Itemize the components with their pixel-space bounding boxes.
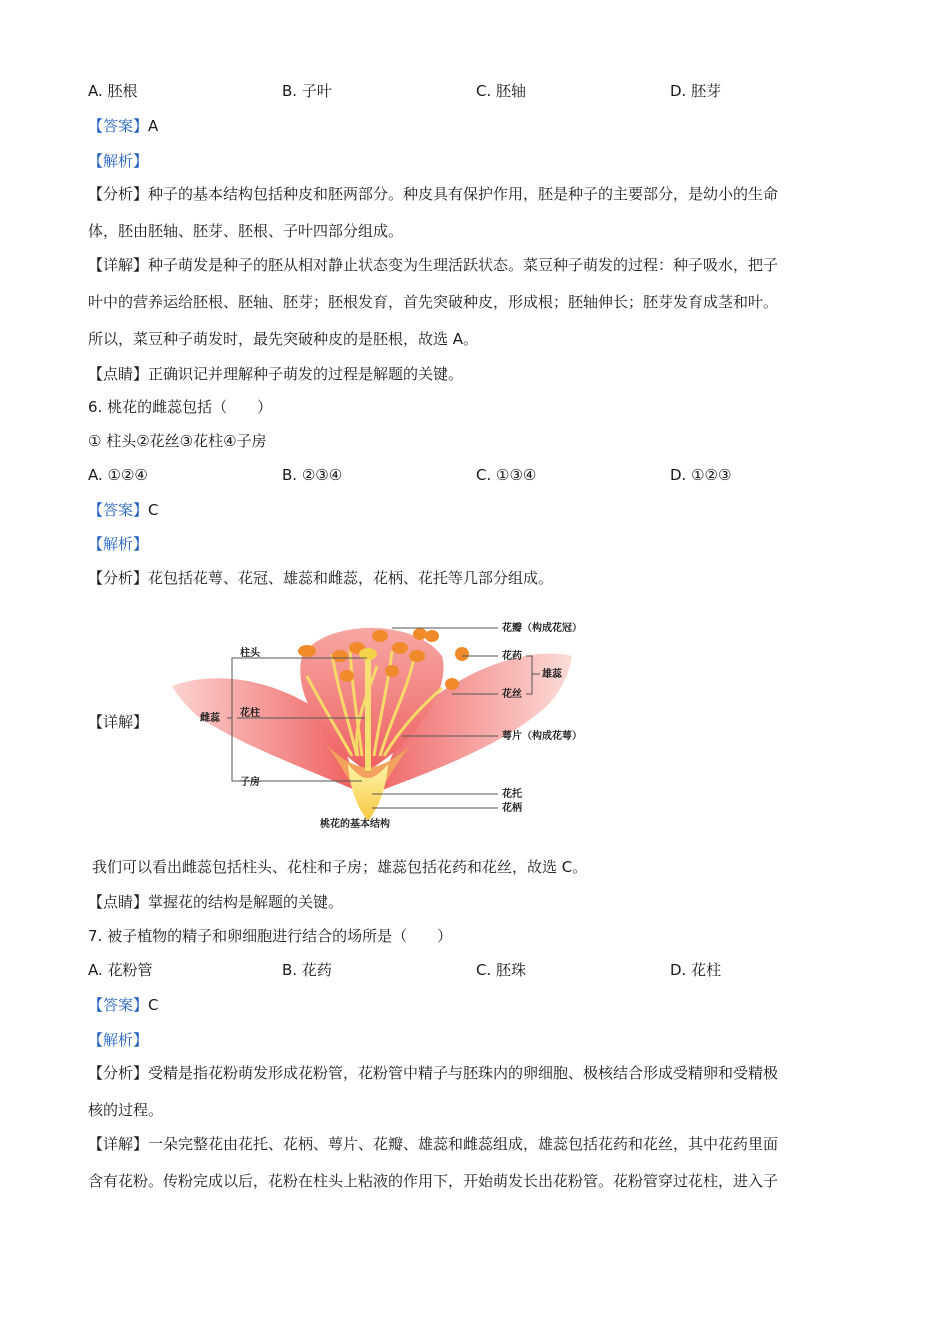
fenxi-tag: 【分析】 xyxy=(88,185,149,203)
q7-fenxi-line2: 核的过程。 xyxy=(88,1101,164,1119)
dianjing-tag: 【点睛】 xyxy=(88,893,149,911)
q6-option-d: D. ①②③ xyxy=(670,466,732,484)
q6-items: ① 柱头②花丝③花柱④子房 xyxy=(88,432,267,450)
label-style: 花柱 xyxy=(240,708,260,719)
label-filament: 花丝 xyxy=(502,689,522,700)
answer-tag: 【答案】 xyxy=(88,501,149,519)
q7-option-b: B. 花药 xyxy=(282,961,332,979)
peach-flower-diagram xyxy=(152,596,600,832)
xiangjie-text: 种子萌发是种子的胚从相对静止状态变为生理活跃状态。菜豆种子萌发的过程：种子吸水，把子 xyxy=(148,256,779,274)
q7-xiangjie-line2: 含有花粉。传粉完成以后，花粉在柱头上粘液的作用下，开始萌发长出花粉管。花粉管穿过花柱，进入子 xyxy=(88,1172,779,1190)
q5-analysis-tag: 【解析】 xyxy=(88,152,149,170)
xiangjie-tag: 【详解】 xyxy=(88,1135,149,1153)
q5-option-b: B. 子叶 xyxy=(282,82,332,100)
q6-conclusion: 我们可以看出雌蕊包括柱头、花柱和子房；雄蕊包括花药和花丝，故选 C。 xyxy=(92,858,588,876)
q5-answer xyxy=(88,115,868,137)
dianjing-tag: 【点睛】 xyxy=(88,365,149,383)
q7-option-d: D. 花柱 xyxy=(670,961,722,979)
q7-question: 7. 被子植物的精子和卵细胞进行结合的场所是（ ） xyxy=(88,927,453,945)
q6-analysis-tag: 【解析】 xyxy=(88,535,149,553)
diagram-caption: 桃花的基本结构 xyxy=(320,819,390,830)
q5-xiangjie-line3: 所以，菜豆种子萌发时，最先突破种皮的是胚根，故选 A。 xyxy=(88,330,479,348)
dianjing-text: 掌握花的结构是解题的关键。 xyxy=(148,893,344,911)
fenxi-tag: 【分析】 xyxy=(88,1064,149,1082)
q6-xiangjie-tag: 【详解】 xyxy=(88,713,149,731)
answer-value: A xyxy=(148,117,159,135)
q7-fenxi-line1 xyxy=(88,1062,868,1084)
flower-svg xyxy=(152,596,600,832)
q6-question: 6. 桃花的雌蕊包括（ ） xyxy=(88,398,273,416)
label-stigma: 柱头 xyxy=(240,648,260,659)
answer-tag: 【答案】 xyxy=(88,996,149,1014)
fenxi-text: 受精是指花粉萌发形成花粉管，花粉管中精子与胚珠内的卵细胞、极核结合形成受精卵和受精极 xyxy=(148,1064,779,1082)
q6-option-a: A. ①②④ xyxy=(88,466,148,484)
xiangjie-text: 一朵完整花由花托、花柄、萼片、花瓣、雄蕊和雌蕊组成，雄蕊包括花药和花丝，其中花药里面 xyxy=(148,1135,779,1153)
label-receptacle: 花托 xyxy=(502,789,522,800)
label-sepal: 萼片（构成花萼） xyxy=(502,731,582,742)
q7-xiangjie-line1 xyxy=(88,1133,868,1155)
q7-answer xyxy=(88,994,868,1016)
q6-dianjing xyxy=(88,891,868,913)
q6-option-c: C. ①③④ xyxy=(476,466,537,484)
q5-xiangjie-line2: 叶中的营养运给胚根、胚轴、胚芽；胚根发育，首先突破种皮，形成根；胚轴伸长；胚芽发育成茎和叶。 xyxy=(88,293,779,311)
q5-xiangjie-line1 xyxy=(88,254,868,276)
label-stamen: 雄蕊 xyxy=(542,669,562,680)
fenxi-tag: 【分析】 xyxy=(88,569,149,587)
label-ovary: 子房 xyxy=(240,777,260,788)
label-petal: 花瓣（构成花冠） xyxy=(502,623,582,634)
style-shape xyxy=(365,656,371,771)
q5-fenxi-line2: 体，胚由胚轴、胚芽、胚根、子叶四部分组成。 xyxy=(88,222,404,240)
answer-value: C xyxy=(148,996,159,1014)
answer-value: C xyxy=(148,501,159,519)
dianjing-text: 正确识记并理解种子萌发的过程是解题的关键。 xyxy=(148,365,464,383)
q7-analysis-tag: 【解析】 xyxy=(88,1031,149,1049)
q5-fenxi-line1 xyxy=(88,183,868,205)
label-pistil: 雌蕊 xyxy=(200,713,220,724)
q5-option-c: C. 胚轴 xyxy=(476,82,527,100)
q6-fenxi xyxy=(88,567,868,589)
q7-option-c: C. 胚珠 xyxy=(476,961,527,979)
label-pedicel: 花柄 xyxy=(502,803,522,814)
fenxi-text: 种子的基本结构包括种皮和胚两部分。种皮具有保护作用，胚是种子的主要部分，是幼小的生命 xyxy=(148,185,779,203)
q5-dianjing xyxy=(88,363,868,385)
answer-tag: 【答案】 xyxy=(88,117,149,135)
q6-answer xyxy=(88,499,868,521)
q5-option-d: D. 胚芽 xyxy=(670,82,722,100)
label-anther: 花药 xyxy=(502,651,522,662)
q7-option-a: A. 花粉管 xyxy=(88,961,153,979)
q5-option-a: A. 胚根 xyxy=(88,82,138,100)
xiangjie-tag: 【详解】 xyxy=(88,256,149,274)
fenxi-text: 花包括花萼、花冠、雄蕊和雌蕊，花柄、花托等几部分组成。 xyxy=(148,569,554,587)
q6-option-b: B. ②③④ xyxy=(282,466,343,484)
